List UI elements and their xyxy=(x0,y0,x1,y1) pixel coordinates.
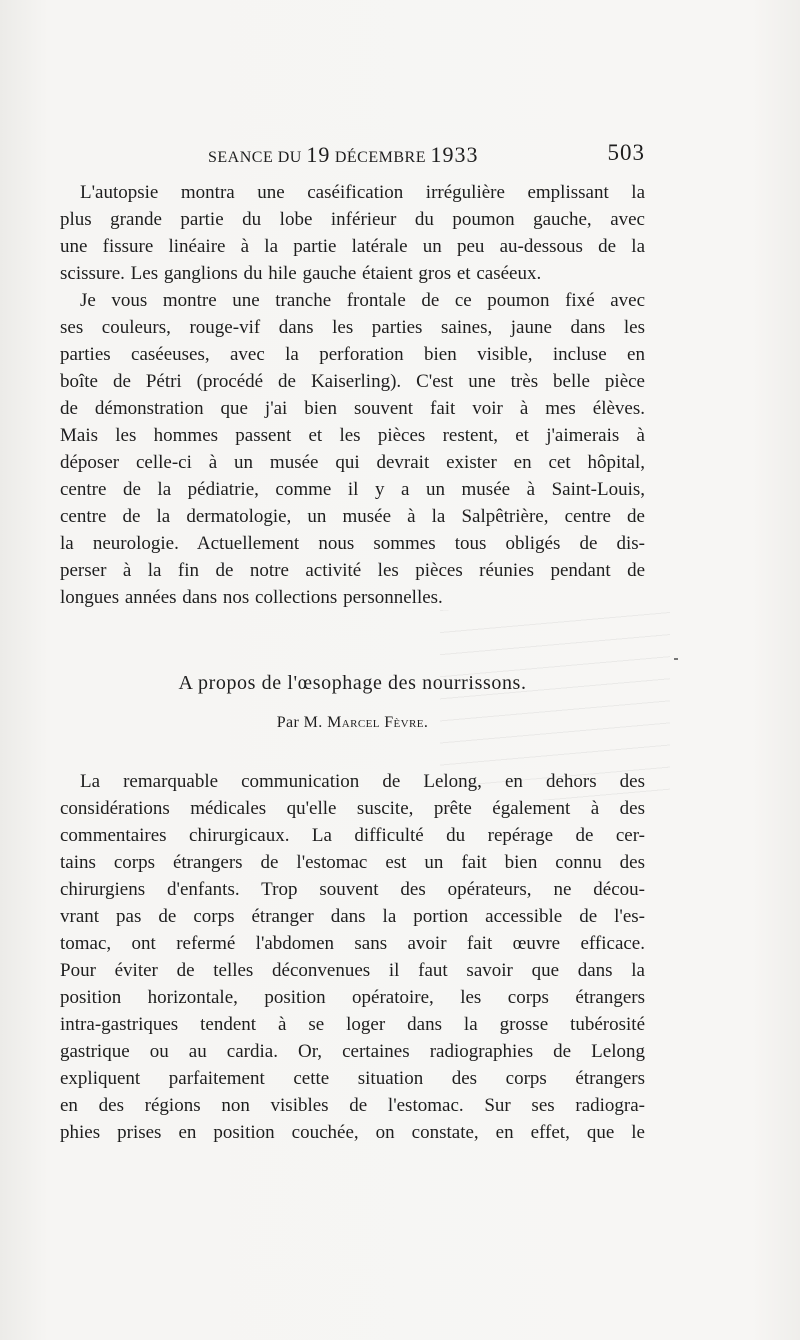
article-title: A propos de l'œsophage des nourrissons. xyxy=(178,672,527,694)
text-line: Pour éviter de telles déconvenues il faut savoir que dans la xyxy=(60,960,645,981)
text-line: centre de la dermatologie, un musée à la Salpêtrière, centre de xyxy=(60,506,645,527)
text-line: ses couleurs, rouge-vif dans les parties saines, jaune dans les xyxy=(60,317,645,338)
text-line: phies prises en position couchée, on constate, en effet, que le xyxy=(60,1122,645,1143)
printing-mark xyxy=(674,658,678,660)
text-line: en des régions non visibles de l'estomac. Sur ses radiogra- xyxy=(60,1095,645,1116)
article-byline xyxy=(60,714,645,732)
text-line: Je vous montre une tranche frontale de ce poumon fixé avec xyxy=(80,290,645,311)
text-line: déposer celle-ci à un musée qui devrait exister en cet hôpital, xyxy=(60,452,645,473)
text-line: position horizontale, position opératoire, les corps étrangers xyxy=(60,987,645,1008)
text-line: L'autopsie montra une caséification irrégulière emplissant la xyxy=(80,182,645,203)
text-line: longues années dans nos collections personnelles. xyxy=(60,587,443,608)
text-line: intra-gastriques tendent à se loger dans la grosse tubérosité xyxy=(60,1014,645,1035)
text-line: boîte de Pétri (procédé de Kaiserling). C'est une très belle pièce xyxy=(60,371,645,392)
running-title-day: 19 xyxy=(306,142,331,167)
text-line: parties caséeuses, avec la perforation bien visible, incluse en xyxy=(60,344,645,365)
text-line: commentaires chirurgicaux. La difficulté du repérage de cer- xyxy=(60,825,645,846)
page-number: 503 xyxy=(607,140,645,165)
text-line: la neurologie. Actuellement nous sommes tous obligés de dis- xyxy=(60,533,645,554)
byline-author: Marcel Fèvre. xyxy=(327,714,429,731)
text-line: de démonstration que j'ai bien souvent fait voir à mes élèves. xyxy=(60,398,645,419)
text-line: plus grande partie du lobe inférieur du poumon gauche, avec xyxy=(60,209,645,230)
text-line: centre de la pédiatrie, comme il y a un musée à Saint-Louis, xyxy=(60,479,645,500)
text-line: Mais les hommes passent et les pièces restent, et j'aimerais à xyxy=(60,425,645,446)
text-line: scissure. Les ganglions du hile gauche étaient gros et caséeux. xyxy=(60,263,542,284)
running-title xyxy=(208,142,478,168)
text-line: La remarquable communication de Lelong, en dehors des xyxy=(80,771,645,792)
paragraph-communication xyxy=(60,768,645,1146)
text-line: gastrique ou au cardia. Or, certaines radiographies de Lelong xyxy=(60,1041,645,1062)
running-title-year: 1933 xyxy=(430,142,479,167)
text-line: considérations médicales qu'elle suscite, prête également à des xyxy=(60,798,645,819)
text-line: tains corps étrangers de l'estomac est un fait bien connu des xyxy=(60,852,645,873)
paragraph-specimen xyxy=(60,287,645,611)
running-title-month: DÉCEMBRE xyxy=(334,149,426,166)
text-line: perser à la fin de notre activité les pièces réunies pendant de xyxy=(60,560,645,581)
text-line: vrant pas de corps étranger dans la portion accessible de l'es- xyxy=(60,906,645,927)
text-line: une fissure linéaire à la partie latérale un peu au-dessous de la xyxy=(60,236,645,257)
text-line: expliquent parfaitement cette situation des corps étrangers xyxy=(60,1068,645,1089)
paragraph-autopsy xyxy=(60,179,645,287)
byline-prefix: Par M. xyxy=(276,714,323,731)
text-line: tomac, ont refermé l'abdomen sans avoir fait œuvre efficace. xyxy=(60,933,645,954)
running-header xyxy=(60,140,645,172)
text-line: chirurgiens d'enfants. Trop souvent des opérateurs, ne décou- xyxy=(60,879,645,900)
running-title-text: SEANCE DU xyxy=(208,149,302,166)
